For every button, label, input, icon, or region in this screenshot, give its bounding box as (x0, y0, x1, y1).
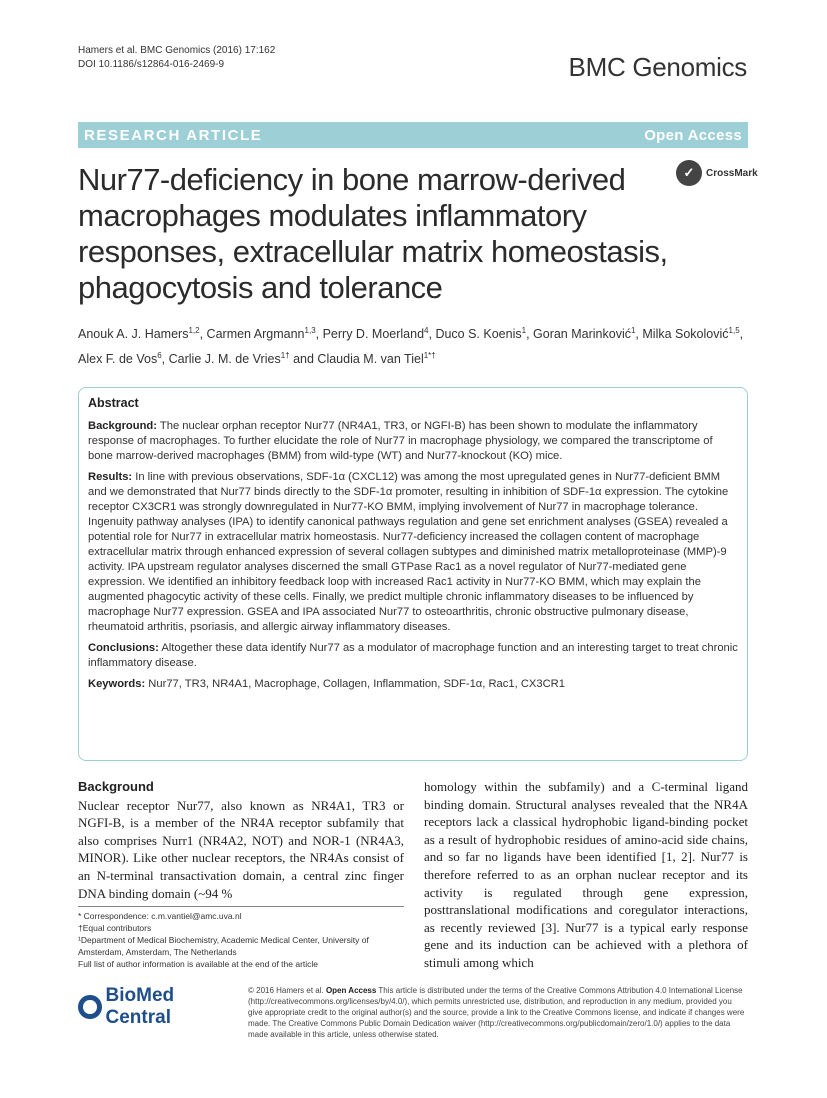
author-name[interactable]: Claudia M. van Tiel (317, 352, 424, 367)
background-label: Background: (88, 420, 157, 432)
crossmark-badge[interactable] (676, 160, 758, 186)
abstract-conclusions (88, 641, 738, 671)
results-label: Results: (88, 471, 133, 483)
results-text: In line with previous observations, SDF-1α (CXCL12) was among the most upregulated genes in Nur77-deficient BMM and we demonstrated that Nur77 binds directly to the SDF-1α promoter, resulting in inhibition of SDF-1α expression. The cytokine receptor CX3CR1 was strongly downregulated in Nur77-KO BMM, implying involvement of Nur77 in macrophage tolerance. Ingenuity pathway analyses (IPA) to identify canonical pathways regulation and gene set enrichment analyses (GSEA) revealed a potential role for Nur77 in extracellular matrix homeostasis. Nur77-deficiency increased the collagen content of macrophage extracellular matrix through enhanced expression of several collagen subtypes and diminished matrix metalloproteinase (MMP)-9 activity. IPA upstream regulator analyses discerned the small GTPase Rac1 as a novel regulator of Nur77-mediated gene expression. We identified an inhibitory feedback loop with increased Rac1 activity in Nur77-KO BMM, which may explain the augmented phagocytic activity of these cells. Finally, we predict multiple chronic inflammatory diseases to be influenced by macrophage Nur77 expression. GSEA and IPA associated Nur77 to osteoarthritis, chronic obstructive pulmonary disease, rheumatoid arthritis, psoriasis, and allergic airway inflammatory diseases. (88, 471, 729, 633)
author-affiliation-marker: 1 (630, 326, 636, 335)
left-column (78, 778, 404, 902)
article-title: Nur77-deficiency in bone marrow-derived macrophages modulates inflammatory responses, extracellular matrix homeostasis, phagocytosis and tolerance (78, 162, 668, 305)
author-name[interactable]: Duco S. Koenis (435, 327, 522, 342)
open-access-label: Open Access (644, 126, 742, 144)
equal-contributors-note: †Equal contributors (78, 923, 152, 933)
left-body-text: Nuclear receptor Nur77, also known as NR4A1, TR3 or NGFI-B, is a member of the NR4A receptor subfamily that also comprises Nurr1 (NR4A2, NOT) and NOR-1 (NR4A3, MINOR). Like other nuclear receptors, the NR4As consist of an N-terminal transactivation domain, a central zinc finger DNA binding domain (~94 % (78, 797, 404, 901)
abstract-box (78, 387, 748, 761)
license-copyright: © 2016 Hamers et al. (248, 986, 326, 995)
author-affiliation-marker: 6 (157, 351, 162, 361)
author-name[interactable]: Alex F. de Vos (78, 352, 158, 367)
citation-block (78, 44, 275, 72)
abstract-results (88, 470, 738, 635)
author-list: Anouk A. J. Hamers$^{1,2}$, Carmen Argmann$^{1,3}$, Perry D. Moerland$^4$, Duco S. Koenis$^1$, Goran Marinković$^1$, Milka Sokolović$^{1,5}$, Alex F. de Vos$^6$, Carlie J. M. de Vries$^{1\dagger}$ and Claudia M. van Tiel$^{1*\dagger}$ (78, 326, 744, 367)
publisher-name: BioMed Central (105, 985, 175, 1028)
author-affiliation-marker: 1† (280, 351, 290, 361)
article-banner (78, 122, 748, 148)
doi-line[interactable]: DOI 10.1186/s12864-016-2469-9 (78, 59, 225, 70)
abstract-background (88, 419, 738, 464)
footnotes (78, 906, 404, 970)
license-open-access: Open Access (325, 986, 377, 995)
right-column (424, 778, 748, 972)
license-body: This article is distributed under the terms of the Creative Commons Attribution 4.0 International License (http://creativecommons.org/licenses/by/4.0/), which permits unrestricted use, distribution, and reproduction in any medium, provided you give appropriate credit to the original author(s) and the source, provide a link to the Creative Commons license, and indicate if changes were made. The Creative Commons Public Domain Dedication waiver (http://creativecommons.org/publicdomain/zero/1.0/) applies to the data made available in this article, unless otherwise stated. (248, 986, 745, 1039)
author-info-note: Full list of author information is available at the end of the article (78, 959, 319, 969)
keywords-label: Keywords: (88, 678, 146, 690)
license-text (248, 985, 748, 1040)
page-footer (78, 985, 748, 1040)
keywords-text: Nur77, TR3, NR4A1, Macrophage, Collagen, Inflammation, SDF-1α, Rac1, CX3CR1 (145, 678, 565, 690)
conclusions-text: Altogether these data identify Nur77 as a modulator of macrophage function and an interesting target to treat chronic inflammatory disease. (88, 642, 738, 669)
abstract-heading: Abstract (88, 396, 139, 410)
author-name[interactable]: Milka Sokolović (642, 327, 729, 342)
citation-line: Hamers et al. BMC Genomics (2016) 17:162 (78, 45, 276, 56)
author-name[interactable]: Carmen Argmann (206, 327, 305, 342)
background-heading: Background (78, 779, 154, 794)
crossmark-icon: ✓ (676, 160, 702, 186)
background-text: The nuclear orphan receptor Nur77 (NR4A1, TR3, or NGFI-B) has been shown to modulate the inflammatory response of macrophages. To further elucidate the role of Nur77 in macrophage physiology, we compared the transcriptome of bone marrow-derived macrophages (BMM) from wild-type (WT) and Nur77-knockout (KO) mice. (88, 420, 713, 462)
author-affiliation-marker: 1 (521, 326, 527, 335)
abstract-keywords (88, 677, 738, 692)
author-affiliation-marker: 1*† (423, 351, 436, 361)
author-name[interactable]: Carlie J. M. de Vries (168, 352, 281, 367)
conclusions-label: Conclusions: (88, 642, 159, 654)
article-type: RESEARCH ARTICLE (84, 126, 263, 144)
biomed-central-icon (78, 995, 102, 1019)
author-affiliation-marker: 4 (424, 326, 429, 335)
crossmark-label: CrossMark (706, 167, 758, 179)
author-name[interactable]: Goran Marinković (533, 327, 631, 342)
author-affiliation-marker: 1,3 (304, 326, 316, 335)
author-name[interactable]: Anouk A. J. Hamers (78, 327, 189, 342)
correspondence-note[interactable]: * Correspondence: c.m.vantiel@amc.uva.nl (78, 911, 242, 921)
author-affiliation-marker: 1,5 (728, 326, 740, 335)
affiliation-note: ¹Department of Medical Biochemistry, Academic Medical Center, University of Amsterdam, Amsterdam, The Netherlands (78, 935, 369, 957)
right-body-text: homology within the subfamily) and a C-terminal ligand binding domain. Structural analyses revealed that the NR4A receptors lack a classical hydrophobic ligand-binding pocket as a result of hydrophobic residues of amino-acid side chains, and so far no ligands have been identified [1, 2]. Nur77 is therefore referred to as an orphan nuclear receptor and its activity is regulated through gene expression, posttranslational modifications and coregulator interactions, as recently reviewed [3]. Nur77 is a typical early response gene and its induction can be achieved with a plethora of stimuli among which (424, 779, 748, 970)
journal-name: BMC Genomics (568, 52, 747, 82)
publisher-logo (78, 985, 240, 1029)
author-affiliation-marker: 1,2 (188, 326, 200, 335)
author-name[interactable]: Perry D. Moerland (322, 327, 425, 342)
